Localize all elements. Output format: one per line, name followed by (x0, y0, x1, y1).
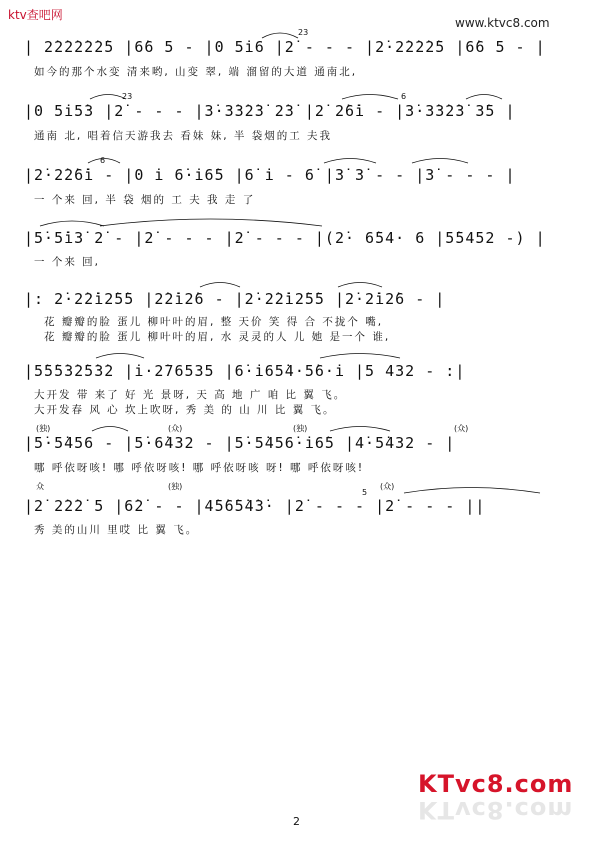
site-url-right[interactable]: www.ktvc8.com (455, 16, 550, 30)
lyric-line-1: 如今的那个水变 清来哟, 山变 翠, 端 溜留的大道 通南北, (34, 66, 358, 78)
ktvc8-logo (418, 770, 578, 840)
page-number: 2 (293, 815, 300, 828)
grace-note-mark: 6 (100, 156, 106, 165)
solo-mark: (独) (168, 482, 183, 491)
chorus-mark: (众) (168, 424, 183, 433)
grace-note-mark: 23 (298, 28, 309, 37)
site-name-left[interactable]: ktv查吧网 (8, 8, 63, 22)
notation-line-2: |0 5i̇5̇3 |2̇ - - - |3̇·3̇3̇2̇3̇ 2̇3̇ |2̇ 2̇6̇i̇ - |3̇·3̇3̇2̇3̇ 3̇5 | (24, 102, 516, 120)
lyric-line-8: 秀 美的山川 里哎 比 翼 飞。 (34, 524, 199, 536)
logo-text: KTvc8.com (418, 770, 574, 798)
lyric-line-6b: 大开发春 风 心 坎上吹呀, 秀 美 的 山 川 比 翼 飞。 (34, 404, 336, 416)
solo-mark: (独) (36, 424, 51, 433)
notation-line-6: |5̇5̇5̇3̇2̇5̇3̇2 |i̇·2̇76535 |6̇·i̇65̇4·5̇6·i̇ |5 432 - :| (24, 362, 466, 380)
notation-line-7: |5̇·5̇456 - |5̇·6̇432 - |5̇·5̇456̇·i̇6̇5 |4̇·5̇432 - | (24, 434, 456, 452)
notation-line-1: | 2̇2̇2̇2̇2̇2̇5 |6̇6 5 - |0 5i̇6 |2̇ - - - |2̇·2̇2̇2̇2̇5 |6̇6 5 - | (24, 38, 546, 56)
solo-mark: (独) (293, 424, 308, 433)
lyric-line-3: 一 个来 回, 半 袋 烟的 工 夫 我 走 了 (34, 194, 256, 206)
notation-line-8: |2̇ 2̇2̇2̇ 5 |6̇2̇ - - |4̇5̇6̇5̇4̇3̇· |2̇ - - - |2̇ - - - || (24, 497, 486, 515)
notation-line-5: |: 2̇·2̇2̇i̇2̇5̇5 |2̇2̇i̇2̇6 - |2̇·2̇2̇i̇2̇5̇5 |2̇·2̇i̇2̇6 - | (24, 290, 446, 308)
lyric-line-6a: 大开发 带 来了 好 光 景呀, 天 高 地 广 咱 比 翼 飞。 (34, 389, 347, 401)
grace-note-mark: 23 (122, 92, 133, 101)
notation-line-4: |5̇·5̇i̇3̇ 2̇ - |2̇ - - - |2̇ - - - |(2̇· 6̇54· 6 |5̇5452 -) | (24, 229, 546, 247)
logo-reflection: KTvc8.com (418, 796, 574, 824)
grace-note-mark: 6 (401, 92, 407, 101)
lyric-line-4: 一 个来 回, (34, 256, 101, 268)
lyric-line-2: 通南 北, 唱着信天游我去 看妹 妹, 半 袋烟的工 夫我 (34, 130, 333, 142)
chorus-mark: 众 (36, 482, 44, 491)
grace-note-mark: 5 (362, 488, 368, 497)
chorus-mark: (众) (454, 424, 469, 433)
notation-line-3: |2̇·2̇2̇6̇i̇ - |0 i̇ 6̇·i̇6̇5 |6̇ i̇ - 6̇ |3̇ 3̇ - - |3̇ - - - | (24, 166, 516, 184)
chorus-mark: (众) (380, 482, 395, 491)
lyric-line-5a: 花 瓣瓣的脸 蛋儿 柳叶叶的眉, 整 天价 笑 得 合 不拢个 嘴, (44, 316, 384, 328)
lyric-line-7: 哪 呼依呀咳! 哪 呼依呀咳! 哪 呼依呀咳 呀! 哪 呼依呀咳! (34, 462, 365, 474)
lyric-line-5b: 花 瓣瓣的脸 蛋儿 柳叶叶的眉, 水 灵灵的人 儿 她 是一个 谁, (44, 331, 391, 343)
